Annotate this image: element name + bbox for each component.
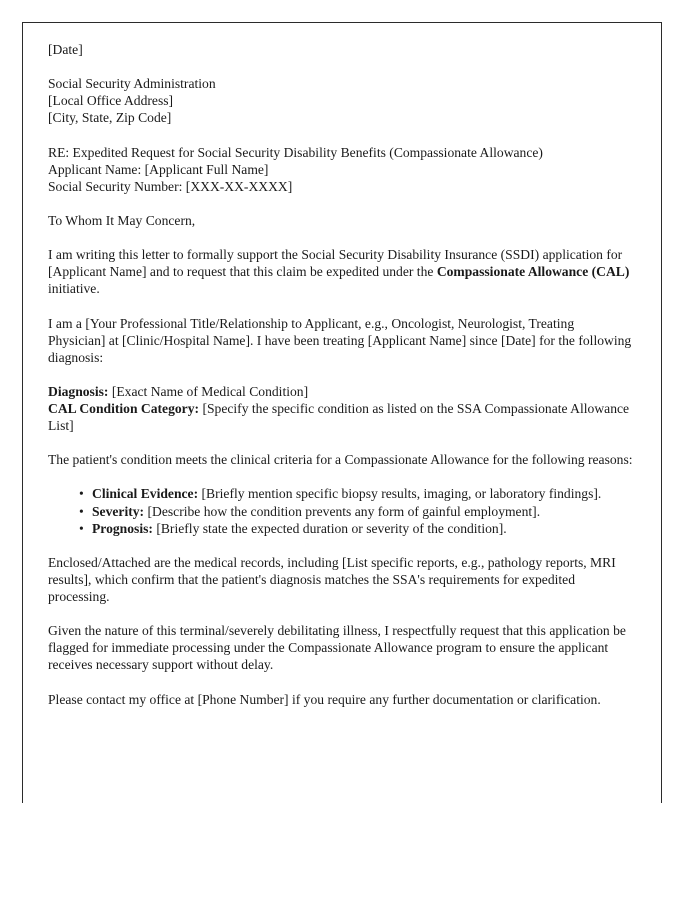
list-item (92, 485, 634, 502)
recipient-address-line: [Local Office Address] (48, 93, 174, 109)
list-item (92, 503, 634, 520)
bullet-label: Prognosis: (92, 520, 153, 536)
diagnosis-line (48, 383, 634, 400)
paragraph-expedite-request: Given the nature of this terminal/severely debilitating illness, I respectfully request that this application be flagged for immediate processing under the Compassionate Allowance program to ensure the applicant receives necessary support without delay. (48, 623, 626, 673)
bullet-label: Severity: (92, 503, 145, 519)
criteria-bullet-list (48, 485, 634, 536)
paragraph-1-text-before-bold: I am writing this letter to formally support the Social Security Disability Insurance (SSDI) application for [Applicant Name] and to request that this claim be expedited under the (48, 247, 623, 280)
paragraph-1-bold-phrase: Compassionate Allowance (CAL) (436, 264, 630, 280)
reference-block (48, 144, 634, 195)
bullet-value: [Describe how the condition prevents any form of gainful employment]. (144, 503, 541, 519)
paragraph-physician-credentials: I am a [Your Professional Title/Relationship to Applicant, e.g., Oncologist, Neurologist, Treating Physician] at [Clinic/Hospital Name]. I have been treating [Applicant Name] since [Date] for the following diagnosis: (48, 315, 632, 365)
paragraph-support-request (48, 246, 634, 297)
re-line: RE: Expedited Request for Social Security Disability Benefits (Compassionate Allowance) (48, 144, 543, 160)
diagnosis-block (48, 383, 634, 434)
diagnosis-label: Diagnosis: (48, 383, 109, 399)
bullet-value: [Briefly mention specific biopsy results, imaging, or laboratory findings]. (198, 486, 602, 502)
letter-page-sheet (22, 22, 662, 803)
cal-condition-value: [Specify the specific condition as listed on the SSA Compassionate Allowance List] (48, 400, 630, 434)
criteria-intro: The patient's condition meets the clinical criteria for a Compassionate Allowance for the following reasons: (48, 452, 633, 468)
list-item (92, 520, 634, 537)
cal-condition-label: CAL Condition Category: (48, 400, 200, 416)
date-line: [Date] (48, 42, 83, 57)
diagnosis-value: [Exact Name of Medical Condition] (108, 383, 309, 399)
date-block (48, 41, 634, 58)
recipient-organization: Social Security Administration (48, 76, 216, 92)
paragraph-1-text-after-bold: initiative. (48, 281, 100, 297)
salutation: To Whom It May Concern, (48, 212, 196, 228)
paragraph-enclosed-records: Enclosed/Attached are the medical records, including [List specific reports, e.g., pathology reports, MRI results], which confirm that the patient's diagnosis matches the SSA's requirements for expedited processing. (48, 554, 616, 604)
paragraph-contact-info: Please contact my office at [Phone Number] if you require any further documentation or clarification. (48, 691, 601, 707)
ssn-line: Social Security Number: [XXX-XX-XXXX] (48, 178, 293, 194)
bullet-label: Clinical Evidence: (92, 486, 199, 502)
letter-body (48, 41, 634, 708)
recipient-address-block (48, 75, 634, 126)
applicant-name-line: Applicant Name: [Applicant Full Name] (48, 161, 269, 177)
recipient-city-state-zip: [City, State, Zip Code] (48, 110, 172, 126)
bullet-value: [Briefly state the expected duration or severity of the condition]. (152, 520, 507, 536)
cal-condition-line (48, 400, 634, 434)
